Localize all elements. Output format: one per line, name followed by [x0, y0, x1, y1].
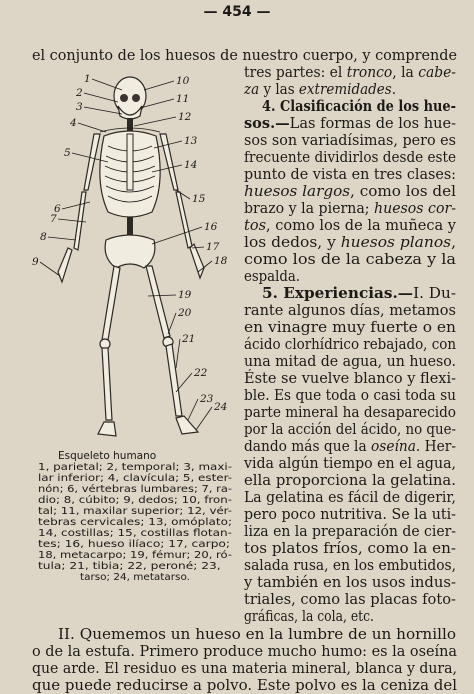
text-line: Éste se vuelve blanco y flexi-: [244, 370, 456, 387]
text-run: oseína: [371, 438, 416, 455]
label-pointer: [152, 227, 202, 244]
text-line: [244, 234, 456, 252]
caption-line: tarso; 24, metatarso.: [80, 572, 190, 583]
figure-label: 13: [184, 135, 198, 147]
figure-label: 23: [200, 393, 214, 405]
caption-line: tula; 21, tibia; 22, peroné; 23,: [38, 561, 221, 572]
text-line: 4. Clasificación de los hue-: [262, 98, 456, 115]
text-run: .: [391, 81, 396, 98]
text-run: za: [244, 81, 260, 98]
label-pointer: [168, 313, 176, 334]
text-line: y también en los usos indus-: [244, 574, 456, 591]
text-line: [244, 200, 456, 218]
text-line: o de la estufa. Primero produce mucho humo: es la oseína: [32, 642, 457, 660]
text-line: parte mineral ha desaparecido: [244, 404, 456, 421]
figure-label: 15: [192, 193, 206, 205]
text-run: y las: [259, 81, 299, 98]
text-line: el conjunto de los huesos de nuestro cuerpo, y comprende: [32, 46, 457, 64]
text-line: vida algún tiempo en el agua,: [244, 455, 456, 472]
text-line: rante algunos días, metamos: [244, 302, 456, 319]
figure-label: 18: [214, 255, 228, 267]
text-run: dando más que la: [244, 438, 372, 455]
text-run: cabe-: [418, 64, 456, 81]
text-run: sos.—: [244, 115, 290, 132]
text-run: , como los de la muñeca y: [266, 217, 456, 234]
caption-line: 18, metacarpo; 19, fémur; 20, ró-: [38, 550, 232, 561]
text-line: salada rusa, en los embutidos,: [244, 557, 456, 574]
text-run: I. Du-: [413, 285, 456, 302]
figure-label: 11: [176, 93, 190, 105]
text-line: gráficas, la cola, etc.: [244, 608, 374, 625]
text-line: [262, 285, 456, 303]
skeleton-illustration: [26, 72, 242, 444]
text-line: por la acción del ácido, no que-: [244, 421, 456, 438]
label-pointer: [188, 399, 198, 420]
figure-label: 22: [194, 367, 208, 379]
caption-line: dio; 8, cúbito; 9, dedos; 10, fron-: [38, 495, 232, 506]
text-run: tres partes: el: [244, 64, 347, 81]
text-line: [244, 81, 396, 99]
text-line: pero poco nutritiva. Se la uti-: [244, 506, 456, 523]
text-run: brazo y la pierna;: [244, 200, 375, 217]
label-pointer: [62, 202, 90, 209]
label-pointer: [196, 407, 212, 430]
figure-label: 14: [184, 159, 198, 171]
text-run: , como los del: [350, 183, 456, 200]
eye-socket-left: [120, 94, 128, 102]
text-run: Las formas de los hue-: [289, 115, 456, 132]
pelvis: [105, 235, 155, 268]
figure-label: 21: [182, 333, 196, 345]
label-pointer: [78, 123, 106, 132]
label-pointer: [48, 237, 76, 240]
text-line: en vinagre muy fuerte o en: [244, 319, 456, 336]
figure-label: 6: [54, 203, 61, 215]
text-run: tos: [244, 217, 267, 234]
figure-label: 12: [178, 111, 192, 123]
caption-line: lar inferior; 4, clavícula; 5, ester-: [38, 473, 232, 484]
text-line: II. Quememos un hueso en la lumbre de un hornillo: [58, 625, 456, 643]
label-pointer: [148, 295, 176, 296]
text-line: como los de la cabeza y la: [244, 251, 456, 268]
text-line: frecuente dividirlos desde este: [244, 149, 456, 166]
text-line: triales, como las placas foto-: [244, 591, 456, 608]
figure-label: 24: [214, 401, 228, 413]
figure-label: 5: [64, 147, 71, 159]
text-line: que puede reducirse a polvo. Este polvo es la ceniza del: [32, 676, 457, 694]
figure-label: 17: [206, 241, 220, 253]
text-line: sos son variadísimas, pero es: [244, 132, 456, 149]
label-pointer: [84, 93, 118, 102]
left-leg: [98, 266, 120, 436]
figure-label: 7: [50, 213, 57, 225]
text-line: liza en la preparación de cier-: [244, 523, 456, 540]
text-run: huesos planos: [340, 234, 452, 251]
figure-caption-title: Esqueleto humano: [58, 450, 157, 462]
text-run: los dedos, y: [244, 234, 341, 251]
right-arm: [160, 134, 204, 278]
text-line: [244, 183, 456, 201]
caption-line: tes; 16, hueso ilíaco; 17, carpo;: [38, 539, 230, 550]
label-pointer: [176, 373, 192, 392]
text-line: punto de vista en tres clases:: [244, 166, 456, 183]
figure-label: 16: [204, 221, 218, 233]
figure-label: 1: [84, 73, 91, 85]
text-line: [244, 438, 456, 456]
text-line: La gelatina es fácil de digerir,: [244, 489, 456, 506]
caption-line: nón; 6, vértebras lumbares; 7, ra-: [38, 484, 232, 495]
label-pointer: [144, 81, 174, 90]
text-line: [244, 115, 456, 133]
text-line: ble. Es que toda o casi toda su: [244, 387, 456, 404]
text-line: que arde. El residuo es una materia mineral, blanca y dura,: [32, 659, 457, 677]
caption-line: tebras cervicales; 13, omóplato;: [38, 517, 232, 528]
text-run: , la: [392, 64, 419, 81]
page-number: — 454 —: [203, 4, 271, 20]
text-line: ácido clorhídrico rebajado, con: [244, 336, 456, 353]
text-run: extremidades: [298, 81, 392, 98]
figure-label: 4: [70, 117, 77, 129]
text-run: 5. Experiencias.—: [262, 285, 414, 302]
text-run: huesos largos: [244, 183, 351, 200]
caption-line: tal; 11, maxilar superior; 12, vér-: [38, 506, 232, 517]
eye-socket-right: [132, 94, 140, 102]
figure-label: 20: [178, 307, 192, 319]
label-pointer: [40, 262, 60, 276]
ribcage: [100, 131, 160, 217]
figure-label: 8: [40, 231, 47, 243]
text-run: ,: [451, 234, 456, 251]
figure-label: 10: [176, 75, 190, 87]
label-pointer: [176, 339, 180, 368]
text-line: ella proporciona la gelatina.: [244, 472, 456, 489]
text-run: tronco: [346, 64, 393, 81]
figure-label: 2: [76, 87, 83, 99]
label-pointer: [84, 107, 122, 114]
text-run: huesos cor-: [374, 200, 456, 217]
figure-label: 9: [32, 256, 39, 268]
figure-label: 19: [178, 289, 192, 301]
label-pointer: [134, 117, 176, 126]
text-run: . Her-: [415, 438, 456, 455]
text-line: [244, 64, 456, 82]
text-line: espalda.: [244, 268, 300, 285]
figure-label: 3: [76, 101, 83, 113]
text-line: tos platos fríos, como la en-: [244, 540, 456, 557]
caption-line: 1, parietal; 2, temporal; 3, maxi-: [38, 462, 232, 473]
text-line: una mitad de agua, un hueso.: [244, 353, 456, 370]
caption-line: 14, costillas; 15, costillas flotan-: [38, 528, 232, 539]
text-line: [244, 217, 456, 235]
